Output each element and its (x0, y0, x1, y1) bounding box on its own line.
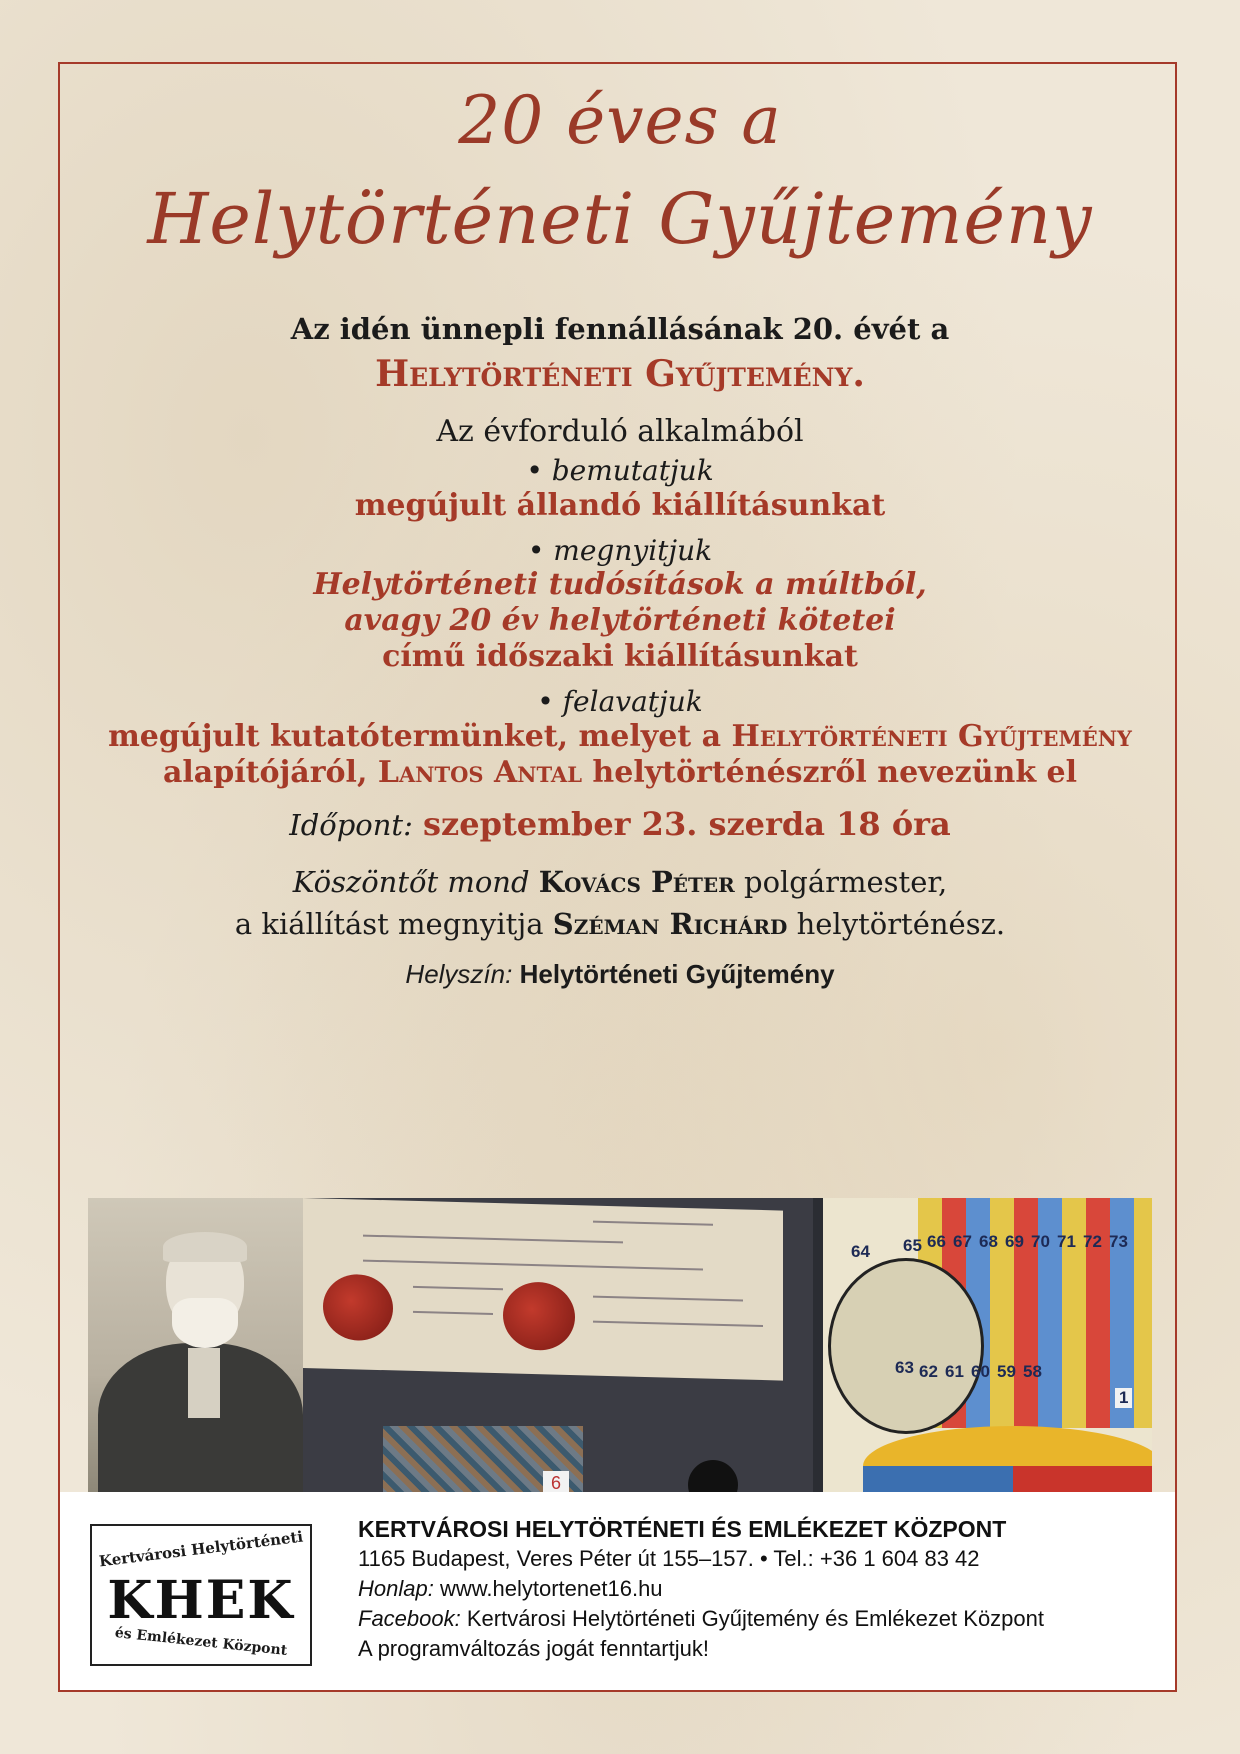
mayor-title: polgármester, (734, 865, 948, 900)
speaker-line-2 (62, 903, 1178, 945)
disclaimer: A programváltozás jogát fenntartjuk! (358, 1636, 709, 1661)
exhibit-number-tag: 6 (543, 1471, 569, 1492)
sealed-document-photo (303, 1198, 813, 1492)
logo-monogram: KHEK (107, 1570, 295, 1631)
handwriting-line (413, 1286, 503, 1290)
website (358, 1574, 1044, 1604)
opener-name: Széman Richárd (552, 907, 788, 942)
game-number: 69 (1005, 1232, 1024, 1251)
contact-info (358, 1514, 1044, 1664)
intro-line: Az idén ünnepli fennállásának 20. évét a (290, 312, 950, 346)
game-number: 73 (1109, 1232, 1128, 1251)
handwriting-line (593, 1221, 713, 1226)
black-knob (688, 1460, 738, 1492)
temp-exhibition-tail: című időszaki kiállításunkat (382, 639, 858, 675)
research-room-line-2 (62, 755, 1178, 791)
game-number: 65 (903, 1236, 922, 1255)
founder-name: Lantos Antal (377, 754, 582, 790)
footer (60, 1492, 1175, 1690)
founder-portrait-photo (88, 1198, 303, 1492)
wax-seal (323, 1274, 393, 1342)
founder-intro: alapítójáról, (162, 754, 378, 790)
handwriting-line (593, 1296, 743, 1302)
game-number: 59 (997, 1362, 1016, 1381)
time-value: szeptember 23. szerda 18 óra (423, 804, 951, 843)
portrait-shirt (188, 1348, 220, 1418)
game-race-car-disc (828, 1258, 984, 1434)
game-car-number: 1 (1115, 1388, 1132, 1408)
event-time (62, 805, 1178, 843)
game-number: 70 (1031, 1232, 1050, 1251)
khek-logo (90, 1524, 312, 1666)
photo-strip (88, 1198, 1152, 1492)
venue-value: Helytörténeti Gyűjtemény (519, 959, 835, 990)
bullet-inaugurate: • felavatjuk (537, 685, 703, 719)
time-label: Időpont: (289, 807, 413, 842)
venue (62, 959, 1178, 990)
speaker-line-1 (62, 861, 1178, 903)
greeting-text: Köszöntőt mond (292, 865, 539, 900)
bullet-present: • bemutatjuk (526, 453, 714, 487)
title-line-2: Helytörténeti Gyűjtemény (147, 178, 1093, 260)
mayor-name: Kovács Péter (538, 865, 735, 900)
handwriting-line (413, 1311, 493, 1315)
title-line-1: 20 éves a (458, 82, 782, 159)
org-name: KERTVÁROSI HELYTÖRTÉNETI ÉS EMLÉKEZET KÖZPONT (358, 1516, 1007, 1542)
temp-exhibition-title-2: avagy 20 év helytörténeti kötetei (344, 603, 896, 639)
address: 1165 Budapest, Veres Péter út 155–157. • Tel.: +36 1 604 83 42 (358, 1546, 980, 1571)
game-number: 58 (1023, 1362, 1042, 1381)
game-number: 72 (1083, 1232, 1102, 1251)
document-paper (303, 1198, 783, 1381)
website-label: Honlap: (358, 1576, 434, 1601)
logo-top-text: Kertvárosi Helytörténeti (98, 1527, 304, 1571)
handwriting-line (363, 1260, 703, 1271)
handwriting-line (593, 1321, 763, 1327)
founder-tail: helytörténészről nevezünk el (581, 754, 1078, 790)
venue-label: Helyszín: (405, 959, 513, 990)
logo-bottom-text: és Emlékezet Központ (114, 1624, 288, 1660)
occasion-text: Az évforduló alkalmából (436, 413, 804, 449)
handwriting-line (363, 1235, 623, 1244)
wax-seal (503, 1281, 575, 1351)
game-number: 71 (1057, 1232, 1076, 1251)
game-bottom-arc (863, 1426, 1152, 1492)
game-number: 64 (851, 1242, 870, 1261)
game-number: 60 (971, 1362, 990, 1381)
intro-org: Helytörténeti Gyűjtemény. (375, 352, 865, 395)
facebook-label: Facebook: (358, 1606, 461, 1631)
research-room-text: megújult kutatótermünket, melyet a (108, 718, 732, 754)
facebook-page: Kertvárosi Helytörténeti Gyűjtemény és Emlékezet Központ (460, 1606, 1044, 1631)
permanent-exhibition: megújult állandó kiállításunkat (354, 487, 886, 523)
speakers (62, 861, 1178, 945)
portrait-hair (163, 1232, 247, 1262)
game-number: 67 (953, 1232, 972, 1251)
website-link[interactable]: www.helytortenet16.hu (433, 1576, 663, 1601)
temp-exhibition-title-1: Helytörténeti tudósítások a múltból, (313, 567, 927, 603)
facebook (358, 1604, 1044, 1634)
board-game-photo (823, 1198, 1152, 1492)
game-number: 66 (927, 1232, 946, 1251)
game-number: 61 (945, 1362, 964, 1381)
bullet-open: • megnyitjuk (527, 533, 713, 567)
opener-title: helytörténész. (787, 907, 1006, 942)
game-number: 68 (979, 1232, 998, 1251)
game-number: 63 (895, 1358, 914, 1377)
opener-text: a kiállítást megnyitja (234, 907, 553, 942)
portrait-beard (172, 1298, 238, 1348)
research-room-line-1 (62, 719, 1178, 755)
research-room-org: Helytörténeti Gyűjtemény (731, 718, 1132, 754)
game-number: 62 (919, 1362, 938, 1381)
invitation-body (62, 312, 1178, 990)
